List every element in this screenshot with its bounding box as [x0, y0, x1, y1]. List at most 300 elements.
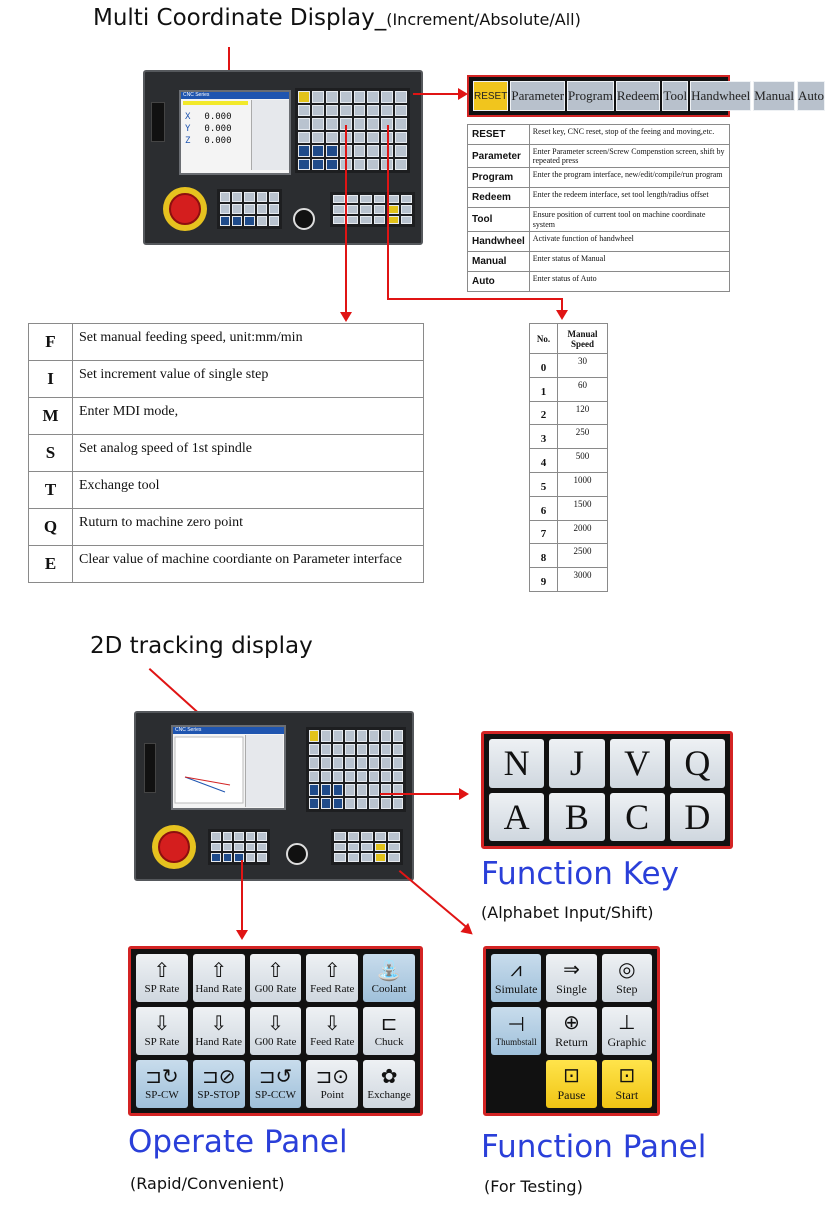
mode-key-table — [467, 124, 730, 292]
function-panel-icon: ⊕ — [563, 1011, 580, 1034]
mini-key[interactable] — [298, 132, 310, 144]
mini-key[interactable] — [326, 105, 338, 117]
operate-key-icon: ⇧ — [210, 960, 228, 982]
mini-key[interactable] — [345, 730, 355, 742]
mini-key[interactable] — [309, 771, 319, 783]
function-keys-mini-2 — [331, 829, 403, 865]
mini-key[interactable] — [340, 91, 352, 103]
function-panel-label: Thumbstall — [495, 1037, 537, 1047]
mini-key[interactable] — [374, 216, 386, 224]
mini-key[interactable] — [381, 105, 393, 117]
operate-key-g00-rate[interactable] — [250, 1007, 302, 1055]
mini-key[interactable] — [244, 204, 254, 214]
mini-key[interactable] — [321, 784, 331, 796]
speed-no: 4 — [530, 449, 558, 473]
letter-table-desc: Exchange tool — [73, 472, 424, 509]
mini-key[interactable] — [321, 798, 331, 810]
arrow-to-letter-table — [345, 125, 347, 315]
mini-key[interactable] — [360, 216, 372, 224]
mini-key[interactable] — [367, 105, 379, 117]
mini-key[interactable] — [381, 91, 393, 103]
operate-key-label: Point — [320, 1089, 344, 1101]
function-key-a[interactable] — [489, 793, 544, 842]
mini-key[interactable] — [367, 91, 379, 103]
mini-key[interactable] — [321, 771, 331, 783]
mini-key[interactable] — [333, 195, 345, 203]
mode-table-row — [468, 251, 730, 271]
operate-key-icon: ⊏ — [380, 1013, 398, 1035]
mini-key[interactable] — [312, 159, 324, 171]
mode-table-key: Handwheel — [468, 231, 530, 251]
mode-table-desc: Ensure position of current tool on machine coordinate system — [529, 208, 729, 231]
speed-value: 1000 — [558, 472, 608, 496]
operate-key-feed-rate[interactable] — [306, 1007, 358, 1055]
mode-key-auto[interactable]: Auto — [797, 81, 825, 111]
mini-key[interactable] — [345, 784, 355, 796]
axis-value: 0.000 — [204, 124, 232, 134]
function-panel-icon: ◎ — [618, 958, 636, 981]
operate-key-g00-rate[interactable] — [250, 954, 302, 1002]
mini-key[interactable] — [357, 730, 367, 742]
mode-key-program[interactable]: Program — [567, 81, 614, 111]
bottom-title: 2D tracking display — [90, 633, 313, 659]
function-panel-label: Step — [616, 981, 638, 996]
operate-key-label: Exchange — [367, 1089, 411, 1101]
function-key-n[interactable] — [489, 739, 544, 788]
speed-no: 1 — [530, 377, 558, 401]
function-key-return[interactable] — [546, 1007, 596, 1055]
mode-key-reset[interactable]: RESET — [473, 81, 508, 111]
mode-key-tool[interactable]: Tool — [662, 81, 688, 111]
mini-key[interactable] — [333, 784, 343, 796]
arrow-to-speed-table-h — [387, 298, 563, 300]
function-key-title: Function Key — [481, 856, 679, 892]
mini-key[interactable] — [347, 205, 359, 213]
arrow-to-mode-strip — [413, 93, 461, 95]
mode-table-desc: Reset key, CNC reset, stop of the feeing and moving,etc. — [529, 125, 729, 145]
speed-value: 250 — [558, 425, 608, 449]
mode-table-row — [468, 271, 730, 291]
mini-key[interactable] — [232, 204, 242, 214]
speed-value: 3000 — [558, 568, 608, 592]
mini-key[interactable] — [334, 853, 346, 862]
mini-key[interactable] — [312, 145, 324, 157]
mini-key[interactable] — [354, 91, 366, 103]
mode-table-desc: Activate function of handwheel — [529, 231, 729, 251]
operate-panel-zoom — [128, 946, 423, 1116]
letter-table-row — [29, 435, 424, 472]
arrow-to-function-key — [380, 793, 462, 795]
mini-key[interactable] — [348, 853, 360, 862]
mini-key[interactable] — [333, 798, 343, 810]
operate-key-sp-cw[interactable] — [136, 1060, 188, 1108]
mini-key[interactable] — [220, 204, 230, 214]
mini-key[interactable] — [381, 771, 391, 783]
mini-key[interactable] — [354, 159, 366, 171]
operate-key-exchange[interactable] — [363, 1060, 415, 1108]
mini-key[interactable] — [223, 853, 233, 862]
mini-key[interactable] — [395, 145, 407, 157]
mini-key[interactable] — [309, 744, 319, 756]
mini-key[interactable] — [326, 132, 338, 144]
speed-no: 6 — [530, 496, 558, 520]
operate-key-sp-ccw[interactable] — [250, 1060, 302, 1108]
mode-key-parameter[interactable]: Parameter — [510, 81, 565, 111]
mini-key[interactable] — [361, 832, 373, 841]
operate-key-label: SP-CCW — [255, 1089, 296, 1101]
mini-key[interactable] — [333, 205, 345, 213]
mini-key[interactable] — [374, 195, 386, 203]
mini-key[interactable] — [326, 118, 338, 130]
mini-key[interactable] — [211, 853, 221, 862]
function-key-letter: N — [503, 743, 530, 784]
mini-key[interactable] — [333, 744, 343, 756]
operate-keys-mini — [217, 189, 282, 229]
operate-key-label: Feed Rate — [310, 1036, 355, 1048]
mini-key[interactable] — [369, 784, 379, 796]
operate-key-icon: ⇩ — [323, 1013, 341, 1035]
mini-key[interactable] — [393, 798, 403, 810]
mini-key[interactable] — [257, 216, 267, 226]
operate-key-icon: ⛲ — [376, 960, 402, 982]
mini-key[interactable] — [269, 216, 279, 226]
function-keys-mini — [330, 192, 415, 227]
operate-key-sp-rate[interactable] — [136, 1007, 188, 1055]
lcd-header-2d: CNC Series — [173, 727, 284, 734]
letter-table-key: I — [29, 361, 73, 398]
function-key-subtitle: (Alphabet Input/Shift) — [481, 903, 654, 922]
mode-table-key: Program — [468, 168, 530, 188]
operate-key-feed-rate[interactable] — [306, 954, 358, 1002]
letter-table-desc: Set manual feeding speed, unit:mm/min — [73, 324, 424, 361]
function-key-zoom — [481, 731, 733, 849]
mini-key[interactable] — [223, 832, 233, 841]
speed-col-speed: Manual Speed — [558, 324, 608, 354]
mini-key[interactable] — [257, 192, 267, 202]
mini-key[interactable] — [333, 771, 343, 783]
mini-key[interactable] — [321, 757, 331, 769]
mini-key[interactable] — [345, 771, 355, 783]
function-key-thumbstall[interactable] — [491, 1007, 541, 1055]
operate-key-icon: ⇧ — [267, 960, 284, 982]
mini-key[interactable] — [234, 832, 244, 841]
function-key-b[interactable] — [549, 793, 604, 842]
speed-value: 30 — [558, 354, 608, 378]
mini-key[interactable] — [340, 105, 352, 117]
mini-key[interactable] — [375, 853, 387, 862]
mini-key[interactable] — [257, 204, 267, 214]
function-panel-label: Simulate — [494, 981, 538, 996]
function-key-graphic[interactable] — [602, 1007, 652, 1055]
arrowhead-down-2 — [556, 310, 568, 320]
mini-key[interactable] — [257, 843, 267, 852]
mini-key[interactable] — [348, 832, 360, 841]
function-key-pause[interactable] — [546, 1060, 596, 1108]
mini-key[interactable] — [354, 132, 366, 144]
function-key-letter: J — [569, 743, 584, 784]
mini-key[interactable] — [369, 730, 379, 742]
mini-key[interactable] — [354, 105, 366, 117]
mini-key[interactable] — [326, 91, 338, 103]
mode-table-desc: Enter the program interface, new/edit/compile/run program — [529, 168, 729, 188]
mini-key[interactable] — [357, 798, 367, 810]
mini-key[interactable] — [388, 843, 400, 852]
mode-table-desc: Enter the redeem interface, set tool length/radius offset — [529, 188, 729, 208]
operate-key-icon: ⊐⊘ — [201, 1066, 236, 1088]
letter-table-row — [29, 361, 424, 398]
mini-key[interactable] — [347, 195, 359, 203]
function-key-j[interactable] — [549, 739, 604, 788]
mini-key[interactable] — [298, 105, 310, 117]
mini-key[interactable] — [367, 132, 379, 144]
mini-key[interactable] — [395, 118, 407, 130]
mini-key[interactable] — [312, 91, 324, 103]
mini-key[interactable] — [375, 832, 387, 841]
operate-key-label: SP Rate — [144, 1036, 180, 1048]
function-key-step[interactable] — [602, 954, 652, 1002]
operate-key-icon: ⇩ — [267, 1013, 284, 1035]
function-panel-blank — [491, 1060, 541, 1108]
mini-key[interactable] — [333, 757, 343, 769]
operate-key-label: Chuck — [374, 1036, 404, 1048]
letter-table-row — [29, 398, 424, 435]
mini-key[interactable] — [232, 192, 242, 202]
operate-key-coolant[interactable] — [363, 954, 415, 1002]
mini-key[interactable] — [345, 798, 355, 810]
mini-key[interactable] — [367, 145, 379, 157]
mode-table-desc: Enter Parameter screen/Screw Compenstion screen, shift by repeated press — [529, 145, 729, 168]
mini-key[interactable] — [220, 216, 230, 226]
mini-key[interactable] — [354, 145, 366, 157]
mini-key[interactable] — [333, 730, 343, 742]
mini-key[interactable] — [309, 798, 319, 810]
mode-table-row — [468, 231, 730, 251]
top-title: Multi Coordinate Display_(Increment/Absolute/All) — [93, 5, 581, 31]
function-panel-label: Return — [555, 1034, 588, 1049]
mini-key[interactable] — [393, 771, 403, 783]
operate-key-point[interactable] — [306, 1060, 358, 1108]
mini-key[interactable] — [361, 853, 373, 862]
mode-key-strip — [467, 75, 824, 117]
speed-no: 9 — [530, 568, 558, 592]
mode-table-row — [468, 125, 730, 145]
speed-col-no: No. — [530, 324, 558, 354]
mini-key[interactable] — [357, 744, 367, 756]
mini-key[interactable] — [401, 205, 413, 213]
letter-key-table — [28, 323, 424, 583]
function-panel-icon: ⊡ — [563, 1064, 580, 1087]
mini-key[interactable] — [334, 843, 346, 852]
mini-key[interactable] — [246, 843, 256, 852]
mini-key[interactable] — [395, 105, 407, 117]
mini-key[interactable] — [388, 832, 400, 841]
mini-key[interactable] — [395, 132, 407, 144]
letter-table-key: Q — [29, 509, 73, 546]
mini-key[interactable] — [348, 843, 360, 852]
mini-key[interactable] — [234, 843, 244, 852]
operate-key-label: Feed Rate — [310, 983, 355, 995]
speed-value: 120 — [558, 401, 608, 425]
mode-table-row — [468, 145, 730, 168]
speed-value: 1500 — [558, 496, 608, 520]
emergency-stop-button[interactable] — [163, 187, 207, 231]
controller-photo-bottom — [134, 711, 414, 881]
mini-key[interactable] — [395, 159, 407, 171]
mini-key[interactable] — [369, 744, 379, 756]
mini-key[interactable] — [211, 843, 221, 852]
override-knob[interactable] — [293, 208, 315, 230]
mini-key[interactable] — [298, 159, 310, 171]
mode-table-key: Parameter — [468, 145, 530, 168]
mini-key[interactable] — [298, 145, 310, 157]
mini-key[interactable] — [357, 784, 367, 796]
function-key-letter: D — [684, 796, 711, 837]
operate-key-hand-rate[interactable] — [193, 954, 245, 1002]
mini-key[interactable] — [326, 145, 338, 157]
mini-key[interactable] — [361, 843, 373, 852]
function-panel-zoom — [483, 946, 660, 1116]
mini-key[interactable] — [232, 216, 242, 226]
speed-table-row — [530, 401, 608, 425]
mini-key[interactable] — [312, 118, 324, 130]
function-key-start[interactable] — [602, 1060, 652, 1108]
mini-key[interactable] — [220, 192, 230, 202]
function-panel-icon: ⊡ — [618, 1064, 636, 1087]
mini-key[interactable] — [381, 798, 391, 810]
letter-table-desc: Ruturn to machine zero point — [73, 509, 424, 546]
speed-table-row — [530, 377, 608, 401]
mini-key[interactable] — [246, 832, 256, 841]
mini-key[interactable] — [321, 744, 331, 756]
letter-table-desc: Set increment value of single step — [73, 361, 424, 398]
function-key-d[interactable] — [670, 793, 725, 842]
mode-key-manual[interactable]: Manual — [753, 81, 795, 111]
speed-no: 0 — [530, 354, 558, 378]
mini-key[interactable] — [309, 784, 319, 796]
mini-key[interactable] — [345, 757, 355, 769]
mini-key[interactable] — [393, 744, 403, 756]
controller-photo-top — [143, 70, 423, 245]
mini-key[interactable] — [298, 118, 310, 130]
mini-key[interactable] — [375, 843, 387, 852]
operate-key-icon: ⊐⊙ — [315, 1066, 350, 1088]
mini-key[interactable] — [257, 853, 267, 862]
mini-key[interactable] — [244, 216, 254, 226]
mini-key[interactable] — [401, 216, 413, 224]
side-slot — [151, 102, 165, 142]
mode-key-handwheel[interactable]: Handwheel — [690, 81, 751, 111]
operate-key-sp-stop[interactable] — [193, 1060, 245, 1108]
mini-key[interactable] — [360, 205, 372, 213]
mini-key[interactable] — [369, 757, 379, 769]
letter-table-row — [29, 472, 424, 509]
letter-table-key: E — [29, 546, 73, 583]
operate-key-icon: ⇧ — [323, 960, 341, 982]
mini-key[interactable] — [312, 105, 324, 117]
mini-key[interactable] — [393, 730, 403, 742]
operate-key-icon: ⊐↺ — [258, 1066, 293, 1088]
mini-key[interactable] — [393, 757, 403, 769]
letter-table-row — [29, 546, 424, 583]
mini-key[interactable] — [269, 204, 279, 214]
function-key-v[interactable] — [610, 739, 665, 788]
mini-key[interactable] — [367, 159, 379, 171]
mini-key[interactable] — [360, 195, 372, 203]
mini-key[interactable] — [369, 798, 379, 810]
function-key-c[interactable] — [610, 793, 665, 842]
operate-key-hand-rate[interactable] — [193, 1007, 245, 1055]
mini-key[interactable] — [223, 843, 233, 852]
mini-key[interactable] — [269, 192, 279, 202]
function-panel-label: Pause — [557, 1087, 586, 1102]
mini-key[interactable] — [211, 832, 221, 841]
arrow-to-operate-panel — [241, 860, 243, 932]
mini-key[interactable] — [374, 205, 386, 213]
mini-key[interactable] — [367, 118, 379, 130]
mini-key[interactable] — [395, 91, 407, 103]
function-panel-label: Single — [556, 981, 587, 996]
diag-arrow-fp — [399, 870, 469, 929]
operate-key-sp-rate[interactable] — [136, 954, 188, 1002]
mini-key[interactable] — [298, 91, 310, 103]
speed-table-row — [530, 354, 608, 378]
mini-key[interactable] — [381, 757, 391, 769]
mini-key[interactable] — [333, 216, 345, 224]
axis-label: X — [185, 112, 191, 122]
mini-key[interactable] — [312, 132, 324, 144]
mode-key-redeem[interactable]: Redeem — [616, 81, 661, 111]
function-key-letter: V — [624, 743, 651, 784]
mini-key[interactable] — [381, 730, 391, 742]
mini-key[interactable] — [369, 771, 379, 783]
function-key-letter: B — [564, 796, 589, 837]
mini-key[interactable] — [257, 832, 267, 841]
mini-key[interactable] — [347, 216, 359, 224]
mini-key[interactable] — [309, 730, 319, 742]
mini-key[interactable] — [357, 771, 367, 783]
mini-key[interactable] — [401, 195, 413, 203]
mini-key[interactable] — [246, 853, 256, 862]
mini-key[interactable] — [388, 853, 400, 862]
mini-key[interactable] — [321, 730, 331, 742]
mini-key[interactable] — [381, 744, 391, 756]
mini-key[interactable] — [334, 832, 346, 841]
arrowhead-fk — [459, 788, 469, 800]
function-key-single[interactable] — [546, 954, 596, 1002]
letter-table-key: F — [29, 324, 73, 361]
operate-key-label: Coolant — [371, 983, 407, 995]
letter-table-row — [29, 509, 424, 546]
speed-table-row — [530, 520, 608, 544]
mini-key[interactable] — [326, 159, 338, 171]
operate-key-icon: ⇩ — [153, 1013, 171, 1035]
function-key-q[interactable] — [670, 739, 725, 788]
mini-key[interactable] — [309, 757, 319, 769]
emergency-stop-button-2[interactable] — [152, 825, 196, 869]
operate-key-icon: ⊐↻ — [145, 1066, 179, 1088]
operate-key-chuck[interactable] — [363, 1007, 415, 1055]
mode-table-key: Auto — [468, 271, 530, 291]
function-panel-subtitle: (For Testing) — [484, 1177, 583, 1196]
mini-key[interactable] — [354, 118, 366, 130]
function-key-simulate[interactable] — [491, 954, 541, 1002]
mini-key[interactable] — [244, 192, 254, 202]
speed-table-row — [530, 544, 608, 568]
mini-key[interactable] — [345, 744, 355, 756]
mini-key[interactable] — [357, 757, 367, 769]
axis-value: 0.000 — [204, 112, 232, 122]
override-knob-2[interactable] — [286, 843, 308, 865]
